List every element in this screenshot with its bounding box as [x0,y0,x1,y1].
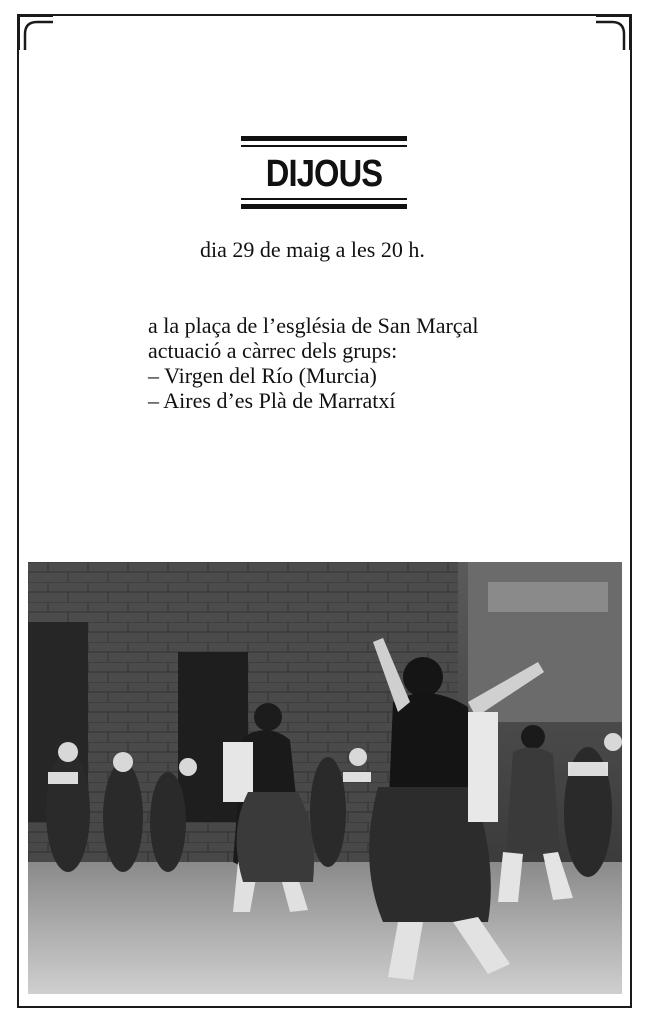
title-rule-top [241,136,407,141]
detail-line-group-2: – Aires d’es Plà de Marratxí [148,388,396,413]
title-block [241,136,407,214]
corner-ornament-top-right [594,14,632,52]
detail-line-venue: a la plaça de l’església de San Marçal [148,313,479,338]
event-date: dia 29 de maig a les 20 h. [200,237,425,262]
event-details [148,313,478,413]
title-rule-bottom [241,204,407,209]
detail-line-group-1: – Virgen del Río (Murcia) [148,363,377,388]
detail-line-intro: actuació a càrrec dels grups: [148,338,398,363]
folk-dance-photo [28,562,622,994]
page-title: DIJOUS [265,153,383,195]
title-rule-top-thin [241,145,407,147]
corner-ornament-top-left [17,14,55,52]
title-rule-bottom-thin [241,198,407,200]
